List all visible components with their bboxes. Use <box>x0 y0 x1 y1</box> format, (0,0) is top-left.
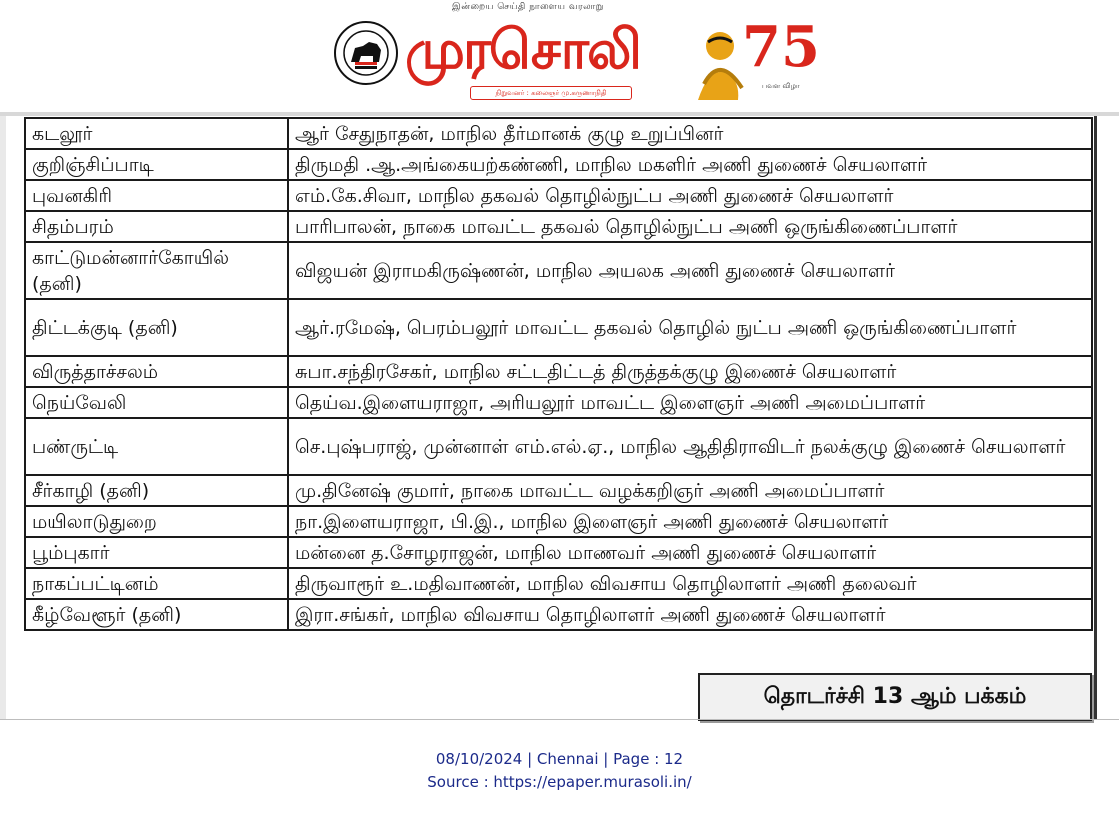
nominee-cell: ஆர் சேதுநாதன், மாநில தீர்மானக் குழு உறுப்பினர் <box>288 118 1092 149</box>
continuation-box <box>698 673 1092 721</box>
nominee-cell: எம்.கே.சிவா, மாநில தகவல் தொழில்நுட்ப அணி துணைச் செயலாளர் <box>288 180 1092 211</box>
table-row <box>25 568 1092 599</box>
table-row <box>25 506 1092 537</box>
constituency-cell: காட்டுமன்னார்கோயில் (தனி) <box>25 242 288 299</box>
nominee-cell: மு.தினேஷ் குமார், நாகை மாவட்ட வழக்கறிஞர் அணி அமைப்பாளர் <box>288 475 1092 506</box>
constituency-cell: கீழ்வேளூர் (தனி) <box>25 599 288 630</box>
party-seal-icon <box>333 20 399 86</box>
nominee-cell: செ.புஷ்பராஜ், முன்னாள் எம்.எல்.ஏ., மாநில ஆதிதிராவிடர் நலக்குழு இணைச் செயலாளர் <box>288 418 1092 475</box>
anniversary-emblem-icon <box>690 4 820 104</box>
constituency-cell: சீர்காழி (தனி) <box>25 475 288 506</box>
table-row <box>25 418 1092 475</box>
table-row <box>25 475 1092 506</box>
constituency-cell: விருத்தாச்சலம் <box>25 356 288 387</box>
tagline: இன்றைய செய்தி நாளைய வரலாறு <box>452 2 604 12</box>
nominee-cell: திருவாரூர் உ.மதிவாணன், மாநில விவசாய தொழிலாளர் அணி தலைவர் <box>288 568 1092 599</box>
footer-source-link[interactable]: Source : https://epaper.murasoli.in/ <box>427 773 692 791</box>
paper-name: முரசொலி <box>405 18 640 81</box>
table-row <box>25 118 1092 149</box>
table-row <box>25 537 1092 568</box>
table-row <box>25 180 1092 211</box>
nominee-cell: சுபா.சந்திரசேகர், மாநில சட்டதிட்டத் திருத்தக்குழு இணைச் செயலாளர் <box>288 356 1092 387</box>
constituency-cell: புவனகிரி <box>25 180 288 211</box>
continuation-text: தொடர்ச்சி 13 ஆம் பக்கம் <box>763 684 1027 709</box>
table-row <box>25 211 1092 242</box>
anniversary-number: 75 <box>742 14 820 80</box>
nominee-cell: ஆர்.ரமேஷ், பெரம்பலூர் மாவட்ட தகவல் தொழில் நுட்ப அணி ஒருங்கிணைப்பாளர் <box>288 299 1092 356</box>
constituency-cell: நெய்வேலி <box>25 387 288 418</box>
nominee-cell: நா.இளையராஜா, பி.இ., மாநில இளைஞர் அணி துணைச் செயலாளர் <box>288 506 1092 537</box>
table-row <box>25 387 1092 418</box>
founder-line: நிறுவனர் : கலைஞர் மு.கருணாநிதி <box>470 86 632 100</box>
scan-edge-right <box>1094 116 1097 720</box>
constituency-cell: குறிஞ்சிப்பாடி <box>25 149 288 180</box>
table-row <box>25 299 1092 356</box>
constituency-cell: திட்டக்குடி (தனி) <box>25 299 288 356</box>
constituency-cell: சிதம்பரம் <box>25 211 288 242</box>
footer <box>0 748 1119 794</box>
table-row <box>25 356 1092 387</box>
constituency-cell: மயிலாடுதுறை <box>25 506 288 537</box>
constituency-cell: கடலூர் <box>25 118 288 149</box>
scan-edge-bottom <box>0 719 1119 720</box>
nominee-cell: திருமதி .ஆ.அங்கையற்கண்ணி, மாநில மகளிர் அணி துணைச் செயலாளர் <box>288 149 1092 180</box>
constituency-cell: நாகப்பட்டினம் <box>25 568 288 599</box>
candidate-table <box>24 117 1093 631</box>
nominee-cell: தெய்வ.இளையராஜா, அரியலூர் மாவட்ட இளைஞர் அணி அமைப்பாளர் <box>288 387 1092 418</box>
scan-edge-top <box>0 112 1119 116</box>
nominee-cell: பாரிபாலன், நாகை மாவட்ட தகவல் தொழில்நுட்ப அணி ஒருங்கிணைப்பாளர் <box>288 211 1092 242</box>
constituency-cell: பூம்புகார் <box>25 537 288 568</box>
nominee-cell: இரா.சங்கர், மாநில விவசாய தொழிலாளர் அணி துணைச் செயலாளர் <box>288 599 1092 630</box>
scan-margin-left <box>0 116 6 720</box>
nominee-cell: மன்னை த.சோழராஜன், மாநில மாணவர் அணி துணைச் செயலாளர் <box>288 537 1092 568</box>
nominee-cell: விஜயன் இராமகிருஷ்ணன், மாநில அயலக அணி துணைச் செயலாளர் <box>288 242 1092 299</box>
constituency-cell: பண்ருட்டி <box>25 418 288 475</box>
table-row <box>25 599 1092 630</box>
anniversary-text: பவள விழா <box>762 82 800 90</box>
footer-date-line: 08/10/2024 | Chennai | Page : 12 <box>435 750 684 768</box>
table-row <box>25 242 1092 299</box>
table-row <box>25 149 1092 180</box>
masthead <box>0 0 1119 112</box>
